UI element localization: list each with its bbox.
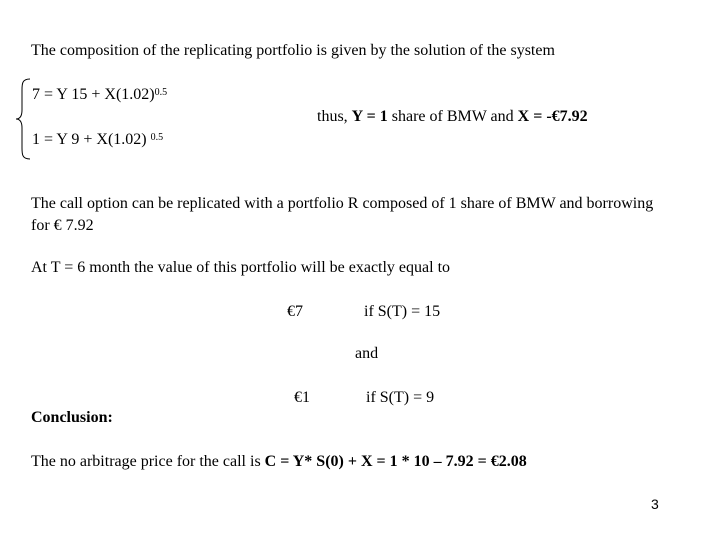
conclusion-label: Conclusion:: [31, 409, 113, 426]
thus-solution: [317, 107, 588, 127]
and-text: and: [355, 345, 379, 362]
equation-2-exponent: 0.5: [150, 132, 164, 143]
case2-condition: if S(T) = 9: [366, 389, 435, 406]
intro-text: The composition of the replicating portfolio is given by the solution of the system: [31, 42, 555, 59]
equation-2-body: 1 = Y 9 + X(1.02): [32, 131, 151, 148]
final-price: [31, 452, 527, 472]
final-prefix: The no arbitrage price for the call is: [31, 453, 265, 470]
equation-1: [32, 85, 167, 105]
case1-value: €7: [287, 303, 303, 320]
equation-1-exponent: 0.5: [154, 87, 168, 98]
thus-prefix: thus,: [317, 108, 352, 125]
case2-value: €1: [294, 389, 310, 406]
case1-condition: if S(T) = 15: [364, 303, 441, 320]
final-formula: C = Y* S(0) + X = 1 * 10 – 7.92 = €2.08: [264, 453, 527, 470]
equation-1-body: 7 = Y 15 + X(1.02): [32, 86, 155, 103]
x-value: X = -€7.92: [517, 108, 588, 125]
replication-paragraph: The call option can be replicated with a portfolio R composed of 1 share of BMW and borrowing for € 7.92: [31, 195, 654, 234]
system-brace: [14, 78, 32, 160]
thus-middle: share of BMW and: [387, 108, 518, 125]
equation-2: [32, 130, 163, 150]
y-value: Y = 1: [351, 108, 388, 125]
at-t-text: At T = 6 month the value of this portfolio will be exactly equal to: [31, 259, 451, 276]
page-number: 3: [651, 496, 659, 512]
